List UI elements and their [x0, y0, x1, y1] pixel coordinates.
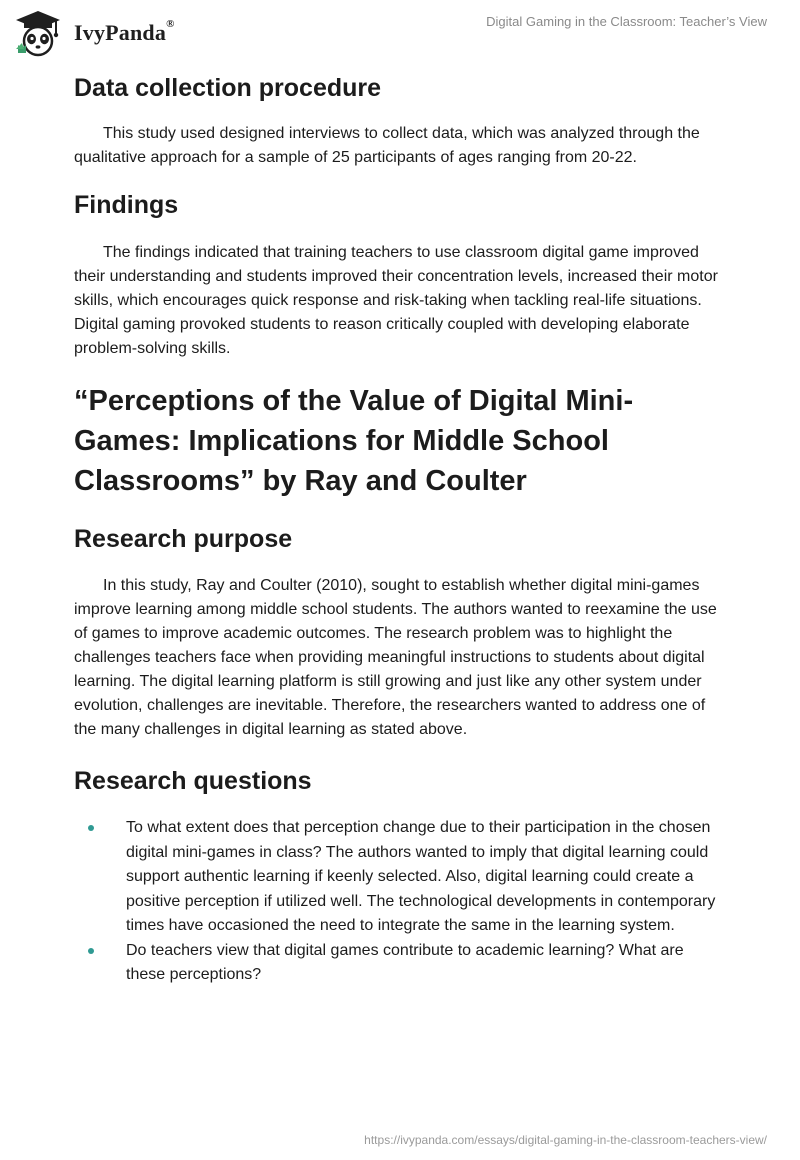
article-title: “Perceptions of the Value of Digital Mini-Games: Implications for Middle School Classrooms” by Ray and Coulter [74, 385, 634, 497]
list-item [74, 816, 726, 939]
source-url-link[interactable]: https://ivypanda.com/essays/digital-gaming-in-the-classroom-teachers-view/ [364, 1133, 767, 1147]
bullet-icon [88, 825, 94, 831]
list-item [74, 939, 726, 988]
paragraph-data-collection: This study used designed interviews to collect data, which was analyzed through the qualitative approach for a sample of 25 participants of ages ranging from 20-22. [74, 125, 700, 166]
page-header [0, 0, 800, 64]
list-item-text: To what extent does that perception change due to their participation in the chosen digital mini-games in class? The authors wanted to imply that digital learning could support authentic learning if keenly selected. Also, digital learning could create a positive perception if utilized well. The technological developments in contemporary times have occasioned the need to integrate the same in the learning system. [126, 819, 716, 934]
paragraph-findings: The findings indicated that training teachers to use classroom digital game improved their understanding and students improved their concentration levels, increased their motor skills, which encourages quick response and risk-taking when tackling real-life situations. Digital gaming provoked students to reason critically coupled with developing elaborate problem-solving skills. [74, 244, 718, 357]
document-title: Digital Gaming in the Classroom: Teacher’s View [486, 14, 767, 29]
ivypanda-logo[interactable] [14, 9, 204, 59]
heading-data-collection: Data collection procedure [74, 74, 382, 102]
bullet-icon [88, 948, 94, 954]
research-questions-list [74, 816, 726, 988]
heading-research-questions: Research questions [74, 767, 312, 795]
heading-research-purpose: Research purpose [74, 525, 293, 553]
list-item-text: Do teachers view that digital games contribute to academic learning? What are these perceptions? [126, 941, 684, 983]
panda-graduate-icon [14, 9, 62, 57]
brand-name: IvyPanda® [74, 18, 175, 45]
heading-findings: Findings [74, 191, 179, 219]
paragraph-research-purpose: In this study, Ray and Coulter (2010), sought to establish whether digital mini-games improve learning among middle school students. The authors wanted to reexamine the use of games to improve academic outcomes. The research problem was to highlight the challenges teachers face when providing meaningful instructions to students about digital learning. The digital learning platform is still growing and just like any other system under evolution, challenges are inevitable. Therefore, the researchers wanted to address one of the many challenges in digital learning as stated above. [74, 577, 717, 738]
